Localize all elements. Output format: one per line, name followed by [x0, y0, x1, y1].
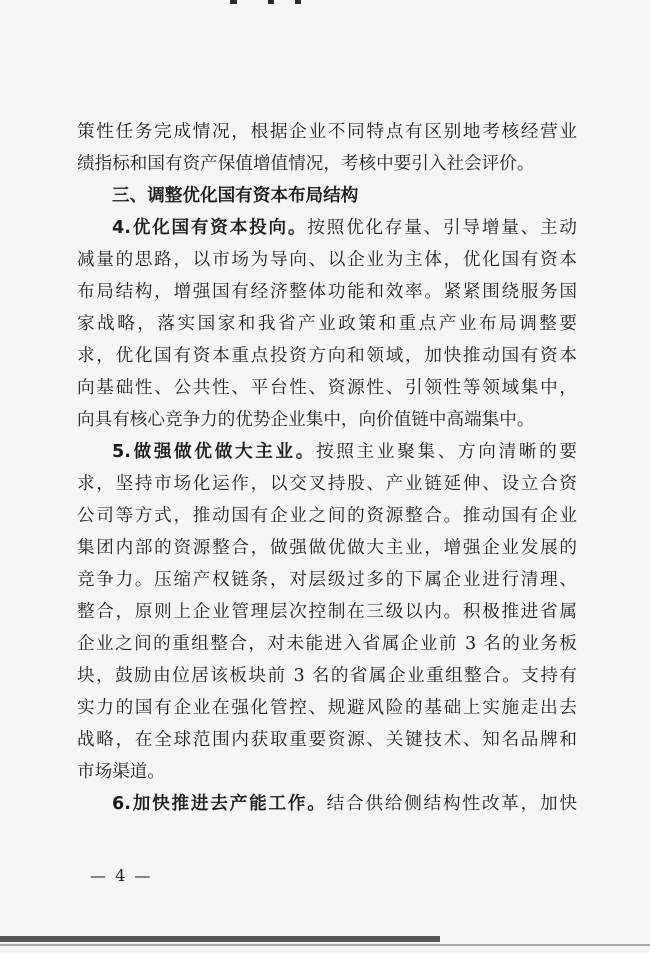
scan-artifact-top [0, 0, 650, 4]
paragraph-lead: 6.加快推进去产能工作。 [112, 794, 327, 814]
text-line: 布局结构，增强国有经济整体功能和效率。紧紧围绕服务国 [77, 282, 577, 302]
paragraph-text: 按照主业聚集、方向清晰的要 [316, 442, 577, 462]
paragraph-start [77, 212, 577, 244]
paragraph-text: 按照优化存量、引导增量、主动 [307, 218, 577, 238]
text-line: 绩指标和国有资产保值增值情况，考核中要引入社会评价。 [77, 154, 535, 174]
paragraph-start [77, 788, 577, 820]
scan-artifact-edge [0, 944, 650, 946]
text-line: 减量的思路，以市场为导向、以企业为主体，优化国有资本 [77, 250, 577, 270]
text-line: 求，坚持市场化运作，以交叉持股、产业链延伸、设立合资 [77, 474, 577, 494]
text-line: 战略，在全球范围内获取重要资源、关键技术、知名品牌和 [77, 730, 577, 750]
text-line: 向基础性、公共性、平台性、资源性、引领性等领域集中， [77, 378, 577, 398]
text-line: 家战略，落实国家和我省产业政策和重点产业布局调整要 [77, 314, 577, 334]
text-line: 策性任务完成情况，根据企业不同特点有区别地考核经营业 [77, 122, 577, 142]
text-line: 向具有核心竞争力的优势企业集中，向价值链中高端集中。 [77, 410, 535, 430]
text-line: 竞争力。压缩产权链条，对层级过多的下属企业进行清理、 [77, 570, 577, 590]
section-heading: 三、调整优化国有资本布局结构 [112, 186, 359, 206]
paragraph-start [77, 436, 577, 468]
text-line: 实力的国有企业在强化管控、规避风险的基础上实施走出去 [77, 698, 577, 718]
text-line: 求，优化国有资本重点投资方向和领域，加快推动国有资本 [77, 346, 577, 366]
text-line: 集团内部的资源整合，做强做优做大主业，增强企业发展的 [77, 538, 577, 558]
text-line: 块，鼓励由位居该板块前 3 名的省属企业重组整合。支持有 [77, 666, 577, 686]
document-body [77, 116, 577, 820]
scan-artifact-bottom [0, 936, 650, 942]
paragraph-lead: 5.做强做优做大主业。 [112, 442, 317, 462]
paragraph-lead: 4.优化国有资本投向。 [112, 218, 308, 238]
text-line: 公司等方式，推动国有企业之间的资源整合。推动国有企业 [77, 506, 577, 526]
paragraph-text: 结合供给侧结构性改革，加快 [326, 794, 577, 814]
text-line: 整合，原则上企业管理层次控制在三级以内。积极推进省属 [77, 602, 577, 622]
page-number: — 4 — [90, 866, 153, 885]
text-line: 市场渠道。 [77, 762, 165, 782]
text-line: 企业之间的重组整合，对未能进入省属企业前 3 名的业务板 [77, 634, 577, 654]
